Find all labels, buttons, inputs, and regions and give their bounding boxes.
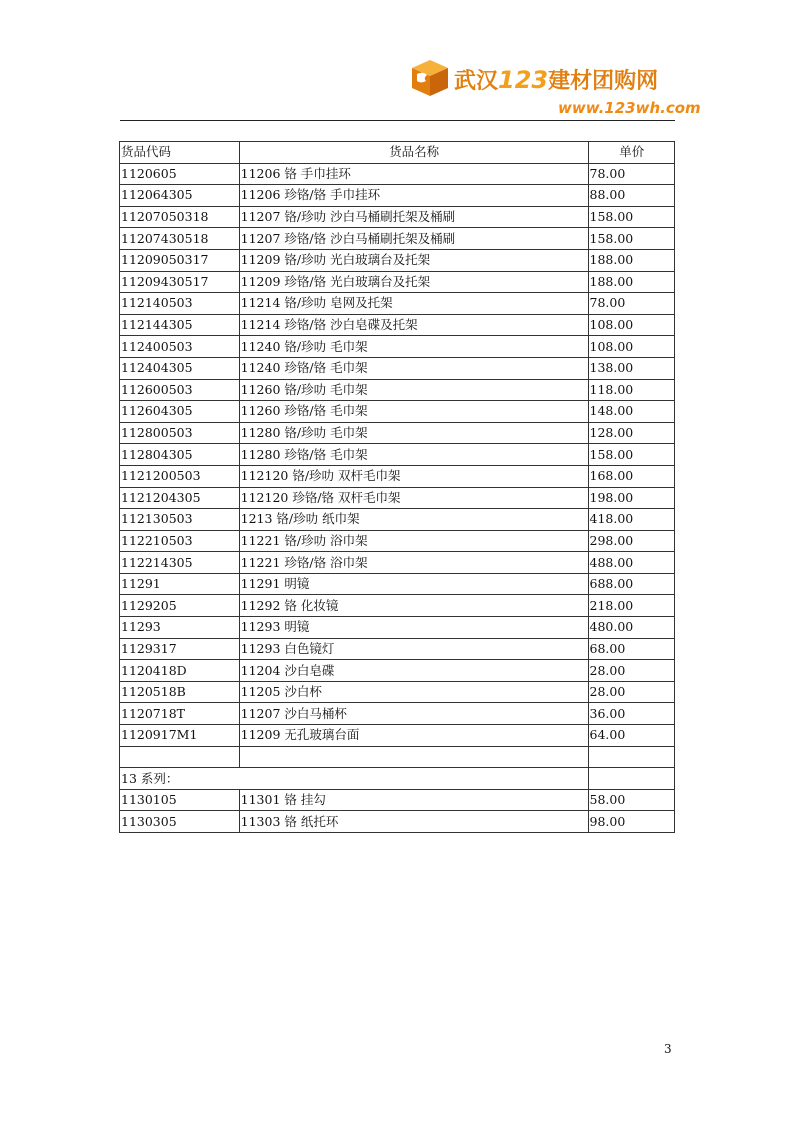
- table-row: [120, 703, 675, 725]
- table-row: [120, 660, 675, 682]
- cell-code: 112400503: [120, 336, 240, 358]
- header-code: 货品代码: [120, 142, 240, 164]
- cell-name: 11214 珍铬/铬 沙白皂碟及托架: [239, 314, 588, 336]
- page-number: 3: [664, 1042, 672, 1056]
- cell-price: 118.00: [588, 379, 674, 401]
- table-row: [120, 465, 675, 487]
- table-row: [120, 401, 675, 423]
- cell-price: 78.00: [588, 293, 674, 315]
- cell-name: 11301 铬 挂勾: [239, 789, 588, 811]
- cell-code: 11209430517: [120, 271, 240, 293]
- header-price: 单价: [588, 142, 674, 164]
- cell-code: 11291: [120, 573, 240, 595]
- cell-price: 488.00: [588, 552, 674, 574]
- cell-name: 11280 铬/珍叻 毛巾架: [239, 422, 588, 444]
- cell-code: 1120605: [120, 163, 240, 185]
- cell-name: 11240 珍铬/铬 毛巾架: [239, 357, 588, 379]
- table-row: [120, 314, 675, 336]
- cell-name: 11209 珍铬/铬 光白玻璃台及托架: [239, 271, 588, 293]
- cell-name: 11204 沙白皂碟: [239, 660, 588, 682]
- cell-code: 11209050317: [120, 249, 240, 271]
- table-row: [120, 811, 675, 833]
- cell-price: 188.00: [588, 271, 674, 293]
- cell-code: 1130305: [120, 811, 240, 833]
- cell-price: 88.00: [588, 185, 674, 207]
- cell-name: 11291 明镜: [239, 573, 588, 595]
- cell-name: 11292 铬 化妆镜: [239, 595, 588, 617]
- cell-code: 11207050318: [120, 206, 240, 228]
- table-row: [120, 357, 675, 379]
- cell-name: 11206 珍铬/铬 手巾挂环: [239, 185, 588, 207]
- cell-name: 11206 铬 手巾挂环: [239, 163, 588, 185]
- table-row: [120, 444, 675, 466]
- cell-name: 11209 无孔玻璃台面: [239, 725, 588, 747]
- cell-code: 112140503: [120, 293, 240, 315]
- table-row: [120, 725, 675, 747]
- cell-price: 198.00: [588, 487, 674, 509]
- table-row: [120, 422, 675, 444]
- table-row: [120, 228, 675, 250]
- cell-name: 11209 铬/珍叻 光白玻璃台及托架: [239, 249, 588, 271]
- cell-code: 1130105: [120, 789, 240, 811]
- section-label: 13 系列：: [120, 768, 589, 790]
- cell-code: 1120418D: [120, 660, 240, 682]
- logo-wordmark: 武汉123建材团购网: [454, 66, 659, 94]
- cell-name: 11207 沙白马桶杯: [239, 703, 588, 725]
- table-row: [120, 530, 675, 552]
- table-row: [120, 552, 675, 574]
- cell-price: 418.00: [588, 509, 674, 531]
- cell-code: 112130503: [120, 509, 240, 531]
- table-header-row: [120, 142, 675, 164]
- cell-name: 11260 珍铬/铬 毛巾架: [239, 401, 588, 423]
- table-row: [120, 681, 675, 703]
- table-row-empty: [120, 746, 675, 768]
- cell-price: 158.00: [588, 228, 674, 250]
- cell-empty: [588, 768, 674, 790]
- table-row: [120, 271, 675, 293]
- cell-price: 158.00: [588, 206, 674, 228]
- table-row: [120, 336, 675, 358]
- table-row: [120, 379, 675, 401]
- cell-price: 108.00: [588, 336, 674, 358]
- table-row: [120, 185, 675, 207]
- cell-code: 112600503: [120, 379, 240, 401]
- logo-cube-icon: [408, 56, 452, 100]
- cell-price: 28.00: [588, 681, 674, 703]
- table-row: [120, 789, 675, 811]
- price-table: [119, 141, 675, 833]
- cell-price: 128.00: [588, 422, 674, 444]
- cell-code: 112214305: [120, 552, 240, 574]
- table-row: [120, 163, 675, 185]
- cell-price: 218.00: [588, 595, 674, 617]
- cell-price: 68.00: [588, 638, 674, 660]
- cell-price: 108.00: [588, 314, 674, 336]
- cell-price: 78.00: [588, 163, 674, 185]
- cell-empty: [239, 746, 588, 768]
- table-row: [120, 573, 675, 595]
- cell-name: 11280 珍铬/铬 毛巾架: [239, 444, 588, 466]
- cell-code: 112800503: [120, 422, 240, 444]
- cell-name: 11214 铬/珍叻 皂网及托架: [239, 293, 588, 315]
- logo-url: www.123wh.com: [558, 99, 701, 117]
- cell-name: 112120 珍铬/铬 双杆毛巾架: [239, 487, 588, 509]
- cell-code: 1129317: [120, 638, 240, 660]
- header-name: 货品名称: [239, 142, 588, 164]
- cell-code: 112804305: [120, 444, 240, 466]
- cell-price: 158.00: [588, 444, 674, 466]
- table-row: [120, 487, 675, 509]
- cell-price: 168.00: [588, 465, 674, 487]
- table-row: [120, 638, 675, 660]
- cell-code: 1121204305: [120, 487, 240, 509]
- cell-price: 98.00: [588, 811, 674, 833]
- section-row: [120, 768, 675, 790]
- table-row: [120, 206, 675, 228]
- cell-price: 36.00: [588, 703, 674, 725]
- cell-code: 1120917M1: [120, 725, 240, 747]
- table-row: [120, 617, 675, 639]
- cell-price: 138.00: [588, 357, 674, 379]
- cell-name: 1213 铬/珍叻 纸巾架: [239, 509, 588, 531]
- cell-price: 688.00: [588, 573, 674, 595]
- cell-code: 1129205: [120, 595, 240, 617]
- cell-code: 1120518B: [120, 681, 240, 703]
- cell-name: 11205 沙白杯: [239, 681, 588, 703]
- cell-name: 11303 铬 纸托环: [239, 811, 588, 833]
- table-row: [120, 595, 675, 617]
- site-logo: [408, 54, 720, 120]
- cell-code: 112210503: [120, 530, 240, 552]
- cell-price: 298.00: [588, 530, 674, 552]
- cell-code: 112604305: [120, 401, 240, 423]
- cell-code: 11207430518: [120, 228, 240, 250]
- cell-code: 112404305: [120, 357, 240, 379]
- cell-name: 11240 铬/珍叻 毛巾架: [239, 336, 588, 358]
- cell-code: 1120718T: [120, 703, 240, 725]
- cell-name: 11221 铬/珍叻 浴巾架: [239, 530, 588, 552]
- cell-price: 64.00: [588, 725, 674, 747]
- cell-name: 11260 铬/珍叻 毛巾架: [239, 379, 588, 401]
- cell-code: 112064305: [120, 185, 240, 207]
- cell-empty: [120, 746, 240, 768]
- cell-name: 11293 白色镜灯: [239, 638, 588, 660]
- cell-empty: [588, 746, 674, 768]
- cell-code: 112144305: [120, 314, 240, 336]
- table-row: [120, 293, 675, 315]
- cell-price: 58.00: [588, 789, 674, 811]
- table-row: [120, 509, 675, 531]
- cell-price: 480.00: [588, 617, 674, 639]
- cell-code: 11293: [120, 617, 240, 639]
- header-rule: [120, 120, 675, 121]
- table-row: [120, 249, 675, 271]
- cell-price: 148.00: [588, 401, 674, 423]
- cell-name: 112120 铬/珍叻 双杆毛巾架: [239, 465, 588, 487]
- cell-price: 188.00: [588, 249, 674, 271]
- cell-code: 1121200503: [120, 465, 240, 487]
- cell-name: 11221 珍铬/铬 浴巾架: [239, 552, 588, 574]
- cell-price: 28.00: [588, 660, 674, 682]
- cell-name: 11207 铬/珍叻 沙白马桶刷托架及桶刷: [239, 206, 588, 228]
- cell-name: 11207 珍铬/铬 沙白马桶刷托架及桶刷: [239, 228, 588, 250]
- cell-name: 11293 明镜: [239, 617, 588, 639]
